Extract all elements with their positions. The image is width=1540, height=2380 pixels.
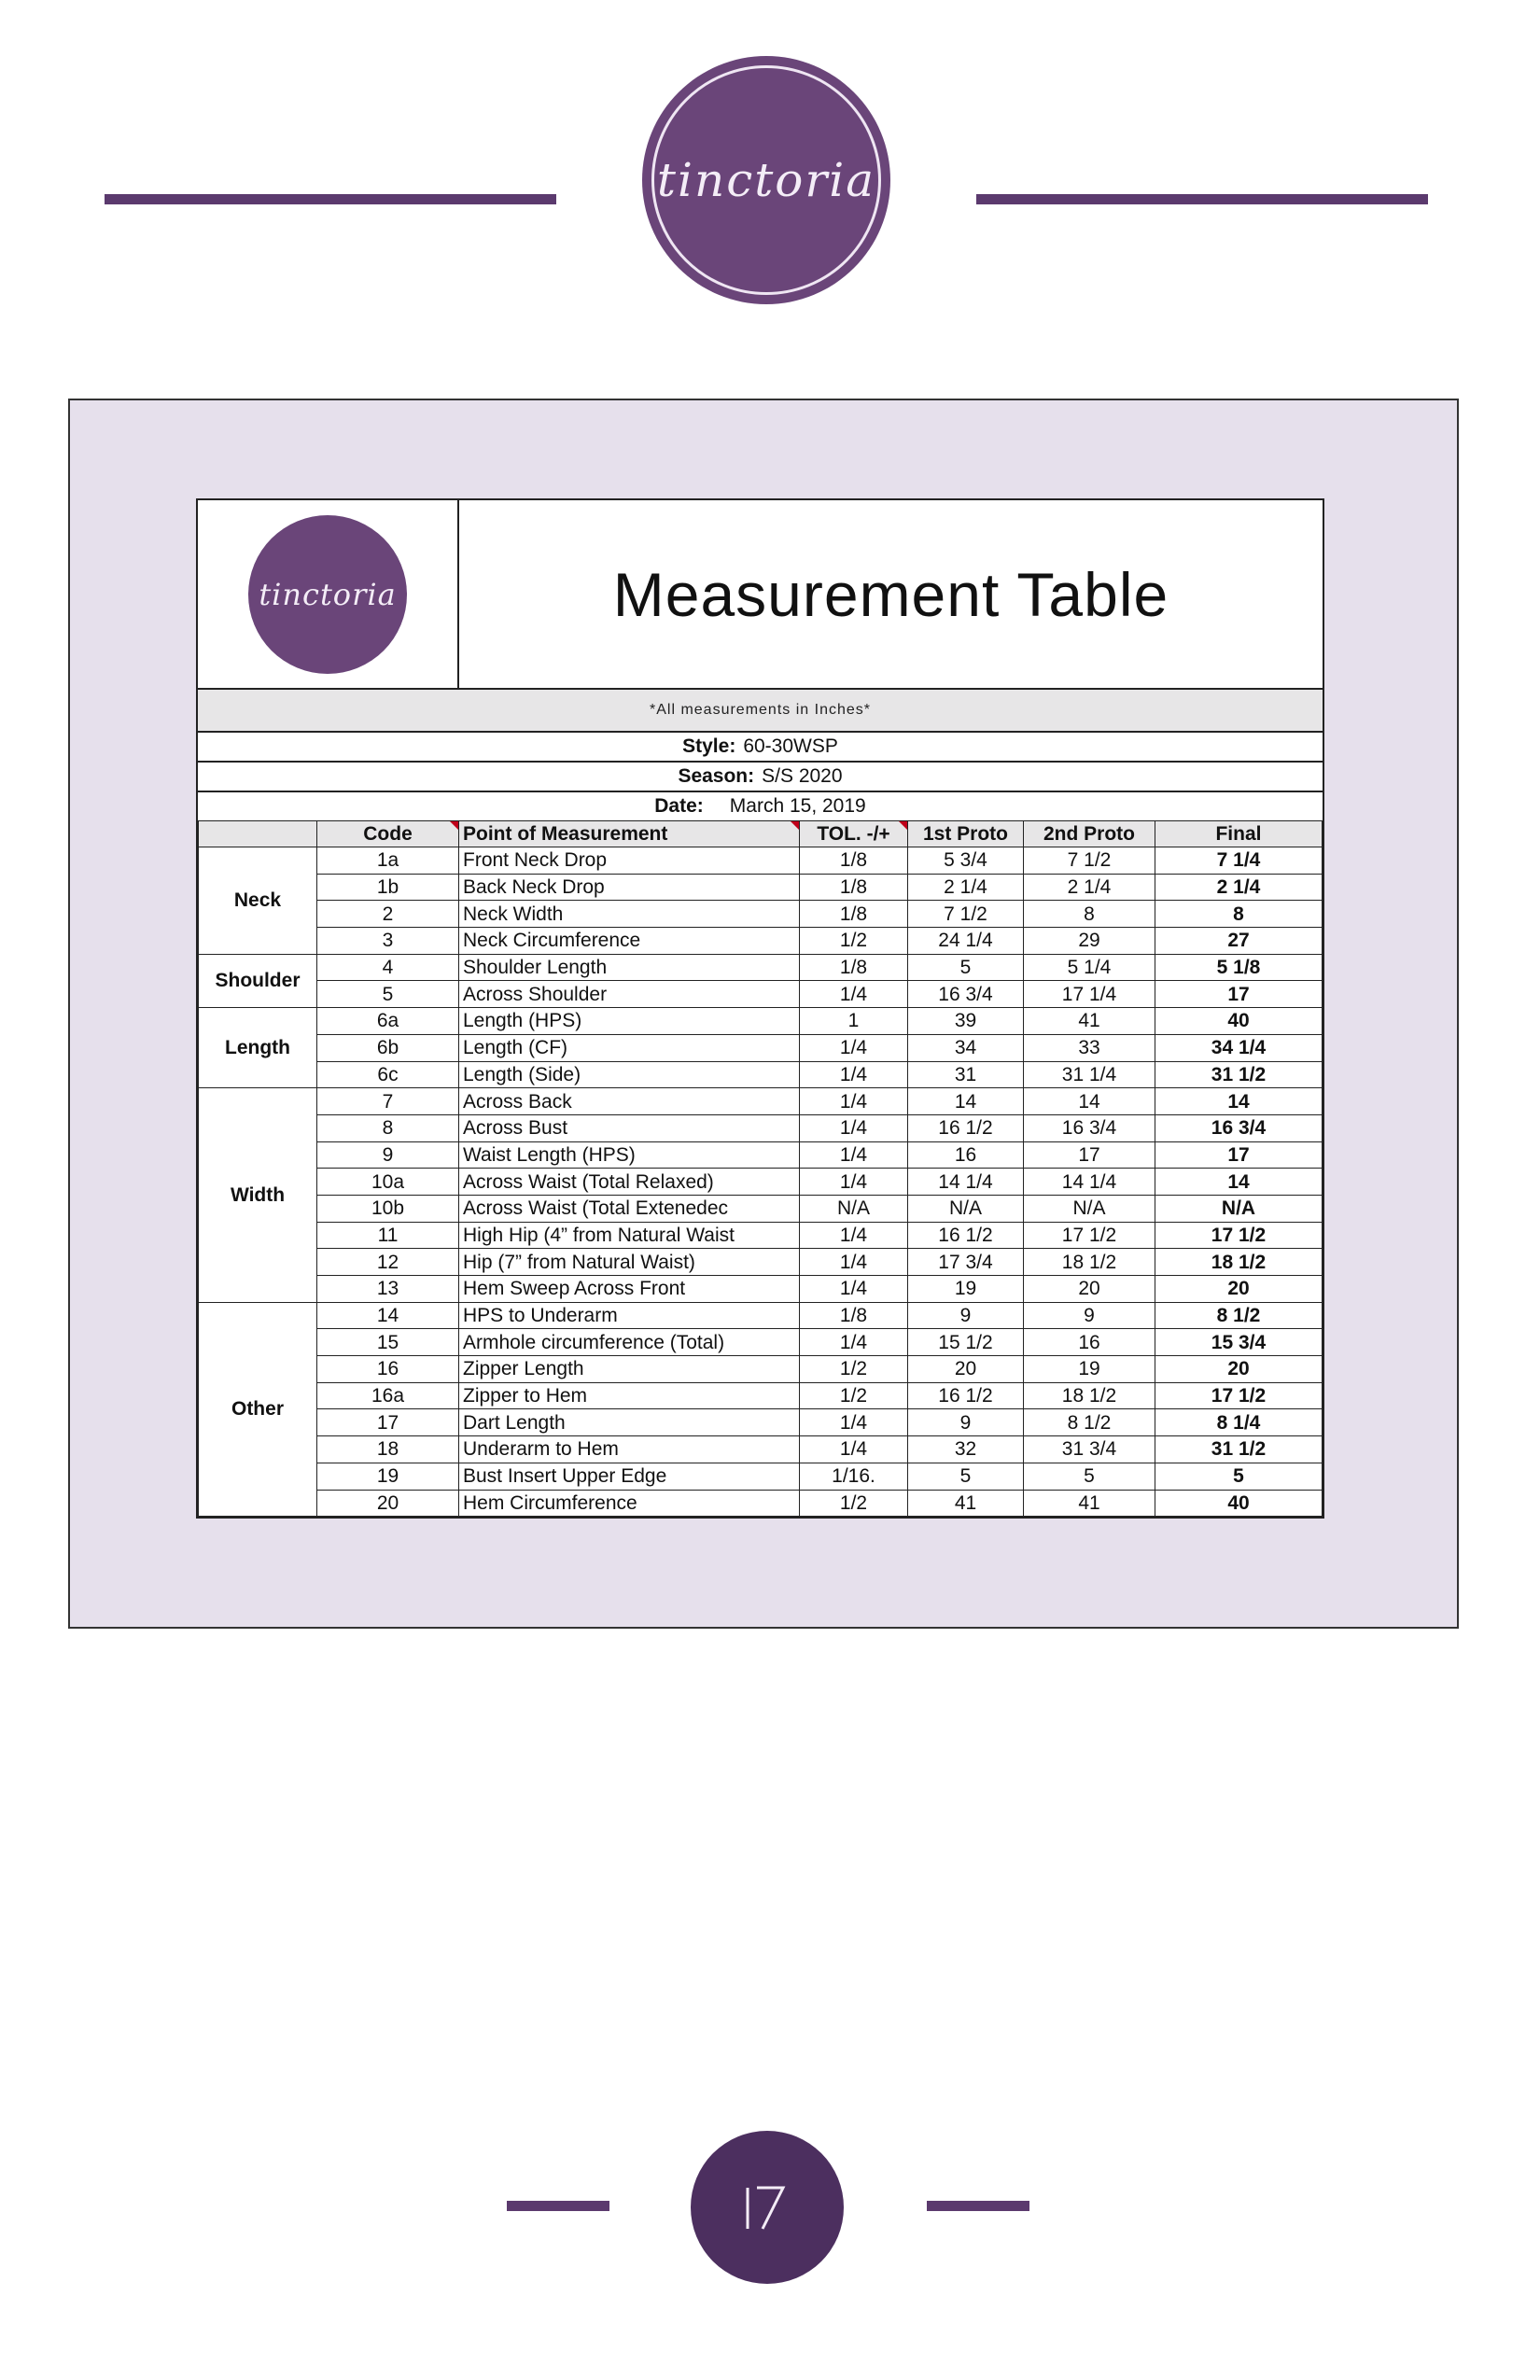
- code-cell: 11: [317, 1222, 459, 1249]
- final-cell: 17: [1155, 981, 1323, 1008]
- code-cell: 15: [317, 1329, 459, 1356]
- code-cell: 6a: [317, 1008, 459, 1035]
- tol-cell: 1/4: [800, 1114, 908, 1141]
- proto2-cell: 18 1/2: [1024, 1382, 1155, 1409]
- col-pom-label: Point of Measurement: [463, 823, 668, 845]
- proto1-cell: 16 1/2: [908, 1222, 1024, 1249]
- final-cell: 20: [1155, 1356, 1323, 1383]
- proto2-cell: 19: [1024, 1356, 1155, 1383]
- proto1-cell: 7 1/2: [908, 901, 1024, 928]
- table-row: [199, 1249, 1323, 1276]
- final-cell: 14: [1155, 1088, 1323, 1115]
- proto1-cell: N/A: [908, 1195, 1024, 1222]
- proto1-cell: 31: [908, 1061, 1024, 1088]
- date-label: Date:: [654, 795, 704, 817]
- group-label: Neck: [199, 847, 317, 955]
- pom-cell: Hem Sweep Across Front: [459, 1276, 800, 1303]
- code-cell: 4: [317, 954, 459, 981]
- table-row: [199, 1329, 1323, 1356]
- col-code: [317, 821, 459, 847]
- final-cell: 27: [1155, 928, 1323, 955]
- tol-cell: 1/4: [800, 1169, 908, 1196]
- comment-flag-icon[interactable]: [450, 821, 458, 830]
- final-cell: 40: [1155, 1008, 1323, 1035]
- pom-cell: Neck Circumference: [459, 928, 800, 955]
- tol-cell: 1/4: [800, 1222, 908, 1249]
- proto2-cell: 20: [1024, 1276, 1155, 1303]
- pom-cell: Across Shoulder: [459, 981, 800, 1008]
- table-row: [199, 1436, 1323, 1463]
- proto1-cell: 14: [908, 1088, 1024, 1115]
- tol-cell: 1/4: [800, 1329, 908, 1356]
- tol-cell: N/A: [800, 1195, 908, 1222]
- proto1-cell: 5: [908, 1463, 1024, 1490]
- pom-cell: Zipper Length: [459, 1356, 800, 1383]
- date-value: March 15, 2019: [729, 795, 866, 817]
- proto2-cell: 17 1/4: [1024, 981, 1155, 1008]
- tol-cell: 1/4: [800, 1276, 908, 1303]
- final-cell: 16 3/4: [1155, 1114, 1323, 1141]
- code-cell: 6b: [317, 1034, 459, 1061]
- final-cell: 20: [1155, 1276, 1323, 1303]
- pom-cell: Across Waist (Total Extenedec: [459, 1195, 800, 1222]
- logo-text: tinctoria: [656, 153, 876, 207]
- pom-cell: Hip (7” from Natural Waist): [459, 1249, 800, 1276]
- final-cell: N/A: [1155, 1195, 1323, 1222]
- code-cell: 20: [317, 1490, 459, 1517]
- tol-cell: 1/8: [800, 954, 908, 981]
- col-pom: [459, 821, 800, 847]
- pom-cell: Across Back: [459, 1088, 800, 1115]
- table-row: [199, 954, 1323, 981]
- final-cell: 17: [1155, 1141, 1323, 1169]
- pom-cell: Hem Circumference: [459, 1490, 800, 1517]
- pom-cell: Front Neck Drop: [459, 847, 800, 875]
- pom-cell: Length (CF): [459, 1034, 800, 1061]
- tol-cell: 1/4: [800, 1436, 908, 1463]
- proto1-cell: 2 1/4: [908, 874, 1024, 901]
- code-cell: 13: [317, 1276, 459, 1303]
- proto2-cell: 29: [1024, 928, 1155, 955]
- proto1-cell: 5: [908, 954, 1024, 981]
- code-cell: 1b: [317, 874, 459, 901]
- table-row: [199, 1356, 1323, 1383]
- tol-cell: 1/8: [800, 901, 908, 928]
- tol-cell: 1/4: [800, 1409, 908, 1436]
- tol-cell: 1/8: [800, 847, 908, 875]
- tol-cell: 1/2: [800, 1490, 908, 1517]
- pom-cell: Waist Length (HPS): [459, 1141, 800, 1169]
- final-cell: 40: [1155, 1490, 1323, 1517]
- pom-cell: Dart Length: [459, 1409, 800, 1436]
- tol-cell: 1/2: [800, 1356, 908, 1383]
- pom-cell: Length (HPS): [459, 1008, 800, 1035]
- comment-flag-icon[interactable]: [899, 821, 907, 830]
- page-number-icon: [735, 2175, 800, 2240]
- brand-logo: [642, 56, 890, 304]
- sheet-logo-cell: [198, 500, 459, 688]
- code-cell: 14: [317, 1302, 459, 1329]
- code-cell: 17: [317, 1409, 459, 1436]
- proto2-cell: 31 3/4: [1024, 1436, 1155, 1463]
- table-header-row: [199, 821, 1323, 847]
- date-row: [198, 792, 1323, 820]
- proto2-cell: 8 1/2: [1024, 1409, 1155, 1436]
- tol-cell: 1/16.: [800, 1463, 908, 1490]
- final-cell: 31 1/2: [1155, 1436, 1323, 1463]
- table-row: [199, 1169, 1323, 1196]
- table-row: [199, 1141, 1323, 1169]
- proto1-cell: 16: [908, 1141, 1024, 1169]
- pom-cell: Back Neck Drop: [459, 874, 800, 901]
- final-cell: 15 3/4: [1155, 1329, 1323, 1356]
- header-rule-right: [976, 194, 1428, 204]
- proto1-cell: 39: [908, 1008, 1024, 1035]
- header-rule-left: [105, 194, 556, 204]
- tol-cell: 1/8: [800, 874, 908, 901]
- proto2-cell: 2 1/4: [1024, 874, 1155, 901]
- pom-cell: High Hip (4” from Natural Waist: [459, 1222, 800, 1249]
- proto1-cell: 9: [908, 1302, 1024, 1329]
- proto2-cell: 18 1/2: [1024, 1249, 1155, 1276]
- code-cell: 1a: [317, 847, 459, 875]
- table-row: [199, 874, 1323, 901]
- units-note: *All measurements in Inches*: [198, 690, 1323, 733]
- code-cell: 12: [317, 1249, 459, 1276]
- sheet-header: [198, 500, 1323, 690]
- table-row: [199, 981, 1323, 1008]
- proto2-cell: 17: [1024, 1141, 1155, 1169]
- proto2-cell: 9: [1024, 1302, 1155, 1329]
- proto1-cell: 14 1/4: [908, 1169, 1024, 1196]
- footer-rule-right: [927, 2201, 1029, 2211]
- proto1-cell: 16 1/2: [908, 1382, 1024, 1409]
- page-number-badge: [691, 2131, 844, 2284]
- code-cell: 7: [317, 1088, 459, 1115]
- col-tol: [800, 821, 908, 847]
- proto2-cell: 5: [1024, 1463, 1155, 1490]
- pom-cell: Neck Width: [459, 901, 800, 928]
- code-cell: 5: [317, 981, 459, 1008]
- col-tol-label: TOL. -/+: [817, 823, 890, 845]
- pom-cell: Bust Insert Upper Edge: [459, 1463, 800, 1490]
- proto1-cell: 20: [908, 1356, 1024, 1383]
- group-label: Other: [199, 1302, 317, 1517]
- final-cell: 5 1/8: [1155, 954, 1323, 981]
- proto1-cell: 41: [908, 1490, 1024, 1517]
- proto2-cell: 16: [1024, 1329, 1155, 1356]
- group-label: Width: [199, 1088, 317, 1303]
- final-cell: 8 1/4: [1155, 1409, 1323, 1436]
- code-cell: 16a: [317, 1382, 459, 1409]
- table-row: [199, 1382, 1323, 1409]
- col-proto2: 2nd Proto: [1024, 821, 1155, 847]
- proto2-cell: 7 1/2: [1024, 847, 1155, 875]
- table-row: [199, 1463, 1323, 1490]
- code-cell: 6c: [317, 1061, 459, 1088]
- table-row: [199, 1008, 1323, 1035]
- col-group: [199, 821, 317, 847]
- sheet-logo: [248, 515, 407, 674]
- table-row: [199, 1222, 1323, 1249]
- footer-rule-left: [507, 2201, 609, 2211]
- code-cell: 3: [317, 928, 459, 955]
- table-row: [199, 1490, 1323, 1517]
- table-row: [199, 1195, 1323, 1222]
- proto1-cell: 15 1/2: [908, 1329, 1024, 1356]
- proto2-cell: 31 1/4: [1024, 1061, 1155, 1088]
- code-cell: 16: [317, 1356, 459, 1383]
- pom-cell: HPS to Underarm: [459, 1302, 800, 1329]
- tol-cell: 1/4: [800, 981, 908, 1008]
- proto2-cell: 41: [1024, 1008, 1155, 1035]
- proto2-cell: N/A: [1024, 1195, 1155, 1222]
- pom-cell: Armhole circumference (Total): [459, 1329, 800, 1356]
- table-row: [199, 1114, 1323, 1141]
- code-cell: 10a: [317, 1169, 459, 1196]
- table-body: [199, 847, 1323, 1517]
- final-cell: 8: [1155, 901, 1323, 928]
- tol-cell: 1/4: [800, 1088, 908, 1115]
- group-label: Shoulder: [199, 954, 317, 1007]
- proto2-cell: 16 3/4: [1024, 1114, 1155, 1141]
- table-row: [199, 928, 1323, 955]
- tol-cell: 1/4: [800, 1034, 908, 1061]
- code-cell: 8: [317, 1114, 459, 1141]
- proto1-cell: 17 3/4: [908, 1249, 1024, 1276]
- final-cell: 17 1/2: [1155, 1382, 1323, 1409]
- style-value: 60-30WSP: [743, 735, 838, 757]
- table-row: [199, 1276, 1323, 1303]
- proto1-cell: 24 1/4: [908, 928, 1024, 955]
- final-cell: 17 1/2: [1155, 1222, 1323, 1249]
- proto1-cell: 16 1/2: [908, 1114, 1024, 1141]
- code-cell: 2: [317, 901, 459, 928]
- final-cell: 14: [1155, 1169, 1323, 1196]
- final-cell: 34 1/4: [1155, 1034, 1323, 1061]
- final-cell: 2 1/4: [1155, 874, 1323, 901]
- proto2-cell: 33: [1024, 1034, 1155, 1061]
- proto1-cell: 19: [908, 1276, 1024, 1303]
- proto1-cell: 9: [908, 1409, 1024, 1436]
- season-label: Season:: [678, 765, 755, 787]
- pom-cell: Shoulder Length: [459, 954, 800, 981]
- proto1-cell: 5 3/4: [908, 847, 1024, 875]
- table-row: [199, 1088, 1323, 1115]
- proto2-cell: 17 1/2: [1024, 1222, 1155, 1249]
- page-title: Measurement Table: [612, 559, 1169, 629]
- pom-cell: Length (Side): [459, 1061, 800, 1088]
- final-cell: 31 1/2: [1155, 1061, 1323, 1088]
- proto1-cell: 16 3/4: [908, 981, 1024, 1008]
- tol-cell: 1/2: [800, 928, 908, 955]
- table-row: [199, 1302, 1323, 1329]
- table-row: [199, 847, 1323, 875]
- tol-cell: 1/8: [800, 1302, 908, 1329]
- table-row: [199, 1034, 1323, 1061]
- table-row: [199, 901, 1323, 928]
- tol-cell: 1: [800, 1008, 908, 1035]
- group-label: Length: [199, 1008, 317, 1088]
- col-final: Final: [1155, 821, 1323, 847]
- season-value: S/S 2020: [762, 765, 843, 787]
- final-cell: 18 1/2: [1155, 1249, 1323, 1276]
- pom-cell: Underarm to Hem: [459, 1436, 800, 1463]
- code-cell: 18: [317, 1436, 459, 1463]
- proto2-cell: 14 1/4: [1024, 1169, 1155, 1196]
- proto1-cell: 32: [908, 1436, 1024, 1463]
- style-label: Style:: [682, 735, 736, 757]
- comment-flag-icon[interactable]: [791, 821, 799, 830]
- pom-cell: Zipper to Hem: [459, 1382, 800, 1409]
- sheet-title-cell: [459, 500, 1323, 688]
- tol-cell: 1/4: [800, 1249, 908, 1276]
- measurement-table: [198, 820, 1323, 1517]
- proto2-cell: 8: [1024, 901, 1155, 928]
- col-proto1: 1st Proto: [908, 821, 1024, 847]
- proto2-cell: 41: [1024, 1490, 1155, 1517]
- col-code-label: Code: [363, 823, 413, 845]
- table-row: [199, 1409, 1323, 1436]
- code-cell: 19: [317, 1463, 459, 1490]
- table-row: [199, 1061, 1323, 1088]
- season-row: [198, 763, 1323, 792]
- pom-cell: Across Waist (Total Relaxed): [459, 1169, 800, 1196]
- code-cell: 10b: [317, 1195, 459, 1222]
- proto1-cell: 34: [908, 1034, 1024, 1061]
- final-cell: 7 1/4: [1155, 847, 1323, 875]
- proto2-cell: 5 1/4: [1024, 954, 1155, 981]
- tol-cell: 1/2: [800, 1382, 908, 1409]
- tol-cell: 1/4: [800, 1141, 908, 1169]
- code-cell: 9: [317, 1141, 459, 1169]
- final-cell: 8 1/2: [1155, 1302, 1323, 1329]
- pom-cell: Across Bust: [459, 1114, 800, 1141]
- proto2-cell: 14: [1024, 1088, 1155, 1115]
- tol-cell: 1/4: [800, 1061, 908, 1088]
- style-row: [198, 733, 1323, 763]
- final-cell: 5: [1155, 1463, 1323, 1490]
- measurement-sheet: [196, 498, 1324, 1519]
- sheet-logo-text: tinctoria: [259, 576, 397, 612]
